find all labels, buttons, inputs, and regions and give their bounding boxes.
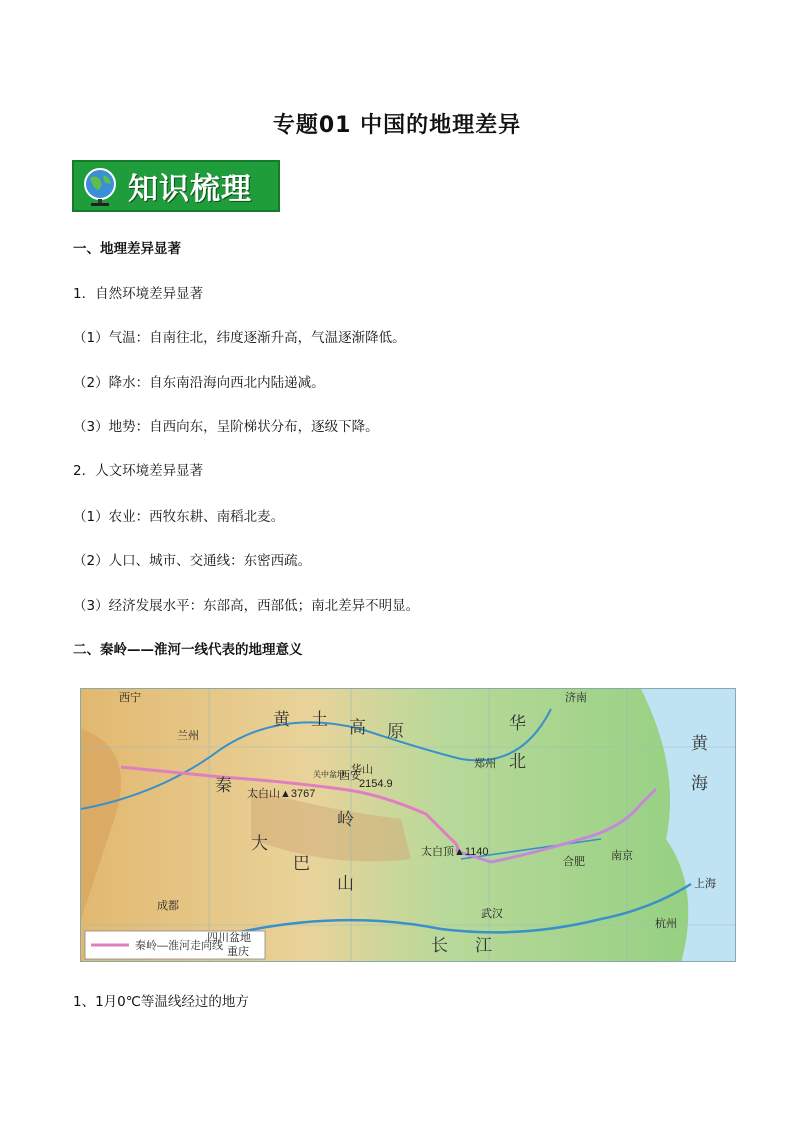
peak-taibaiding: 太白顶▲1140 [421, 846, 489, 858]
section1-item4: （1）农业：西牧东耕、南稻北麦。 [73, 509, 285, 525]
city-wuhan: 武汉 [481, 908, 503, 920]
region-hua: 华 [509, 714, 526, 733]
region-jiang: 江 [475, 936, 492, 955]
region-ling: 岭 [337, 810, 354, 829]
sea-huang: 黄 [691, 734, 708, 753]
city-zhengzhou: 郑州 [474, 758, 496, 770]
region-bei: 北 [509, 752, 526, 771]
map-svg [81, 689, 736, 962]
section1-item5: （2）人口、城市、交通线：东密西疏。 [73, 553, 312, 569]
city-xining: 西宁 [119, 692, 141, 704]
city-chongqing: 重庆 [227, 946, 249, 958]
city-shanghai: 上海 [694, 878, 716, 890]
banner-label: 知识梳理 [128, 172, 252, 207]
region-shan: 山 [337, 874, 354, 893]
label-guanzhong: 关中盆地 [313, 770, 345, 779]
peak-huashan-value: 2154.9 [359, 778, 393, 790]
region-tu: 土 [311, 710, 328, 729]
city-hefei: 合肥 [563, 856, 585, 868]
region-huang: 黄 [273, 710, 290, 729]
section1-item3: （3）地势：自西向东，呈阶梯状分布，逐级下降。 [73, 419, 379, 435]
city-hangzhou: 杭州 [655, 918, 677, 930]
region-yuan: 原 [387, 722, 404, 741]
region-qin: 秦 [215, 776, 232, 795]
peak-taibaishan: 太白山▲3767 [247, 788, 316, 800]
section1-sub1: 1．自然环境差异显著 [73, 286, 204, 302]
region-da: 大 [251, 834, 268, 853]
city-nanjing: 南京 [611, 850, 633, 862]
sea-hai: 海 [691, 774, 708, 793]
region-gao: 高 [349, 718, 366, 737]
legend-label: 秦岭—淮河走向线 [135, 940, 223, 952]
region-chang: 长 [431, 936, 448, 955]
section1-heading: 一、地理差异显著 [73, 241, 181, 257]
city-chengdu: 成都 [157, 900, 179, 912]
section1-sub2: 2．人文环境差异显著 [73, 463, 204, 479]
city-jinan: 济南 [565, 692, 587, 704]
section1-item6: （3）经济发展水平：东部高，西部低；南北差异不明显。 [73, 598, 420, 614]
page-title: 专题01 中国的地理差异 [272, 113, 522, 138]
city-xian: 西安 [339, 770, 361, 782]
knowledge-banner [72, 160, 280, 212]
region-ba: 巴 [293, 854, 310, 873]
region-sichuan: 四川盆地 [207, 932, 251, 944]
section1-item1: （1）气温：自南往北，纬度逐渐升高，气温逐渐降低。 [73, 330, 406, 346]
qinling-huaihe-map [80, 688, 736, 962]
section1-item2: （2）降水：自东南沿海向西北内陆递减。 [73, 375, 325, 391]
section2-heading: 二、秦岭——淮河一线代表的地理意义 [73, 642, 303, 658]
globe-icon [78, 164, 122, 208]
footer-text: 1、1月0℃等温线经过的地方 [73, 994, 249, 1010]
city-lanzhou: 兰州 [177, 730, 199, 742]
peak-huashan: 华山 [351, 764, 373, 776]
